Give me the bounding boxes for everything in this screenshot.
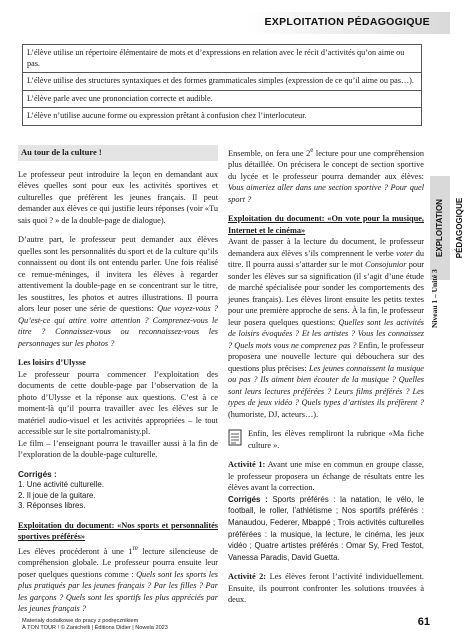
doc2-text-b: du titre. Il pourra aussi s’attarder sur le mot: [228, 248, 424, 270]
doc1-text-a: Les élèves procéderont à une 1: [18, 546, 133, 556]
footer-line-2: À TON TOUR ! © Zanichelli | Éditions Didier | Nowela 2023: [22, 625, 168, 631]
doc1-title: Exploitation du document: «Nos sports et personnalités sportives préférés»: [18, 520, 218, 542]
fiche-culture-text: Enfin, les élèves rempliront la rubrique «Ma fiche culture ».: [248, 429, 424, 450]
doc1-sup: re: [132, 544, 138, 552]
objectives-table: [22, 44, 422, 126]
worksheet-icon: [228, 429, 242, 446]
second-reading-sup: e: [310, 147, 314, 154]
doc2-voter: voter: [396, 248, 414, 258]
activity-1-corriges-label: Corrigés :: [228, 494, 268, 504]
header-title: EXPLOITATION PÉDAGOGIQUE: [264, 16, 430, 28]
doc2-title: Exploitation du document: «On vote pour la musique, Internet et le cinéma»: [228, 214, 424, 235]
brainstorm-text: D’autre part, le professeur peut demander aux élèves quelles sont les personnalités du sport et de la culture qu’ils connaissent ou dont ils ont entendu parler. Une fois réalisé ce remue-méninges, il invitera les élèves à regarder attentivement la double-page en se concentrant sur le titre, les soustitres, les photos et autres illustrations. Il pourra alors leur poser une série de questions:: [18, 235, 218, 313]
objective-row: L’élève parle avec une prononciation correcte et audible.: [23, 91, 421, 109]
doc2-text-a: Avant de passer à la lecture du document, le professeur demandera aux élèves s’ils comprennent le verbe: [228, 237, 424, 258]
doc2-questions-1: Quelles sont les activités de loisirs évoquées ? Et les artistes ? Vous les connaissez ? Quels mots vous ne comprenez pas ?: [228, 317, 424, 350]
activity-2: [228, 571, 424, 606]
second-reading-paragraph: [228, 145, 424, 205]
doc2-consojunior: Consojunior: [365, 260, 407, 270]
doc1-text-b: lecture silencieuse de compréhension globale. Le professeur pourra ensuite leur poser quelques questions comme :: [18, 546, 218, 579]
doc2-paragraph: [228, 236, 424, 420]
doc2-text-e: (humoriste, DJ, acteurs…).: [228, 409, 319, 419]
brainstorm-questions: Que voyez-vous ? Qu’est-ce qui attire votre attention ? Comprenez-vous le titre ? Connaissez-vous ou reconnaissez-vous les personnages sur les photos ?: [18, 304, 218, 348]
corriges-item: 1. Une activité culturelle.: [18, 480, 104, 489]
intro-paragraph: Le professeur peut introduire la leçon en demandant aux élèves quelles sont pour eux les activités sportives et culturelles que préfèrent les jeunes français. Il peut demander aux élèves ce qui justifie leurs réponses (voir «Tu sais quoi ? » de la double-page de dialogue).: [18, 169, 218, 225]
second-reading-b: lecture pour une compréhension plus détaillée. On précisera le concept de section sportive du lycée et le professeur pourra demander aux élèves:: [228, 148, 425, 181]
ulysse-film-paragraph: Le film – l’enseignant pourra le travailler aussi à la fin de l’exploration de la double-page culturelle.: [18, 438, 218, 459]
ulysse-paragraph: Le professeur pourra commencer l’exploitation des documents de cette double-page par l’observation de la photo d’Ulysse et la réponse aux questions. C’est à ce moment-là qu’il pourra travailler avec les élèves sur le matériel audio-visuel et les activités appropriées – le tout accessible sur le site portalromanisty.pl.: [18, 369, 218, 436]
activity-1: [228, 459, 424, 563]
left-column: [18, 145, 218, 623]
doc2-questions-2: Les jeunes connaissent la musique ou pas ? Ils aiment bien écouter de la musique ? Quelles sont leurs lectures préférées ? Leurs films préférés ? Les types de jeux vidéo ? Quels types d’artistes ils préfèrent ?: [228, 363, 424, 408]
doc2-text-c: pour sonder les élèves sur sa signification (il s’agit d’une étude de marché spécialisée pour sonder les comportements des jeunes français). Les élèves liront ensuite les petits textes pour une première approche de sens. À la fin, le professeur leur posera quelques questions:: [228, 260, 424, 327]
objective-row: L’élève utilise un répertoire élémentaire de mots et d’expressions en relation avec le récit d’activités qu’on aime ou pas.: [23, 45, 421, 73]
activity-1-corriges-text: Sports préférés : la natation, le vélo, le football, le roller, l’athlétisme ; Nos sportifs préférés : Manaudou, Federer, Mbappé ; Trois activités culturelles préférées : la musique, la lecture, le cinéma, les jeux vidéo ; Quatre artistes préférés : Omar Sy, Fred Testot, Vanessa Paradis, David Guetta.: [228, 494, 424, 562]
brainstorm-paragraph: [18, 234, 218, 349]
activity-2-label: Activité 2:: [228, 572, 267, 582]
doc1-paragraph: [18, 543, 218, 615]
corriges-title: Corrigés :: [18, 469, 57, 479]
side-tab-label: EXPLOITATION PÉDAGOGIQUE: [435, 197, 464, 259]
page-number: 61: [417, 616, 430, 628]
footer-line-1: Materiały dodatkowe do pracy z podręcznikiem: [22, 618, 139, 624]
level-label: Niveau 1 – Unité 3: [430, 269, 439, 328]
right-column: [228, 145, 424, 614]
fiche-culture-note: [228, 428, 424, 451]
doc1-questions: Quels sont les sports les plus pratiqués par les jeunes français ? Par les filles ? Par les garçons ? Quels sont les sportifs les plus appréciés par les jeunes français ?: [18, 569, 218, 614]
second-reading-questions: Vous aimeriez aller dans une section sportive ? Pour quel sport ?: [228, 183, 424, 204]
page-header: [0, 12, 450, 34]
activity-2-text: Les élèves feront l’activité individuellement. Ensuite, ils pourront confronter les solutions trouvées à deux.: [228, 572, 424, 605]
objective-row: L’élève utilise des structures syntaxiques et des formes grammaticales simples (expression de ce qu’il aime ou pas…).: [23, 73, 421, 91]
objective-row: L’élève n’utilise aucune forme ou expression prêtant à confusion chez l’interlocuteur.: [27, 111, 307, 120]
footer: [22, 618, 168, 632]
doc2-text-d: Enfin, le professeur proposera une nouvelle lecture qui débouchera sur des questions plus précises:: [228, 340, 425, 373]
activity-1-label: Activité 1:: [228, 460, 266, 470]
activity-1-text: Avant une mise en commun en groupe classe, le professeur proposera un échange de résultats entre les élèves avant la correction.: [228, 460, 424, 493]
corriges-item: 2. Il joue de la guitare.: [18, 490, 96, 500]
section-banner: Au tour de la culture !: [18, 145, 218, 161]
second-reading-a: Ensemble, on fera une 2: [228, 148, 311, 158]
corriges-item: 3. Réponses libres.: [18, 501, 86, 511]
ulysse-title: Les loisirs d’Ulysse: [18, 358, 86, 367]
